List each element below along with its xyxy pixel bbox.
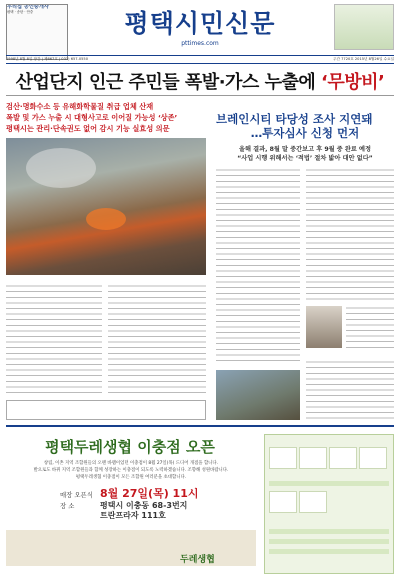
subheadline-line: 폭발 및 가스 누출 시 대형사고로 이어질 가능성 ‘상존’ [6,113,178,122]
dateline-left: 1998년 8월 8일 창간 | 제667호 | 031) 657-0550 [6,57,89,61]
product-tile [329,447,357,469]
dateline [6,55,394,64]
ad-title: 평택두레생협 이충점 오픈 [45,438,215,456]
place-label: 장 소 [60,501,75,510]
place-value-2: 트란프라자 111호 [100,511,166,520]
headline-highlight: ‘무방비’ [321,72,385,93]
ad-right-bar [269,481,389,486]
small-photo [216,370,300,420]
ad-event-info [60,489,240,522]
newspaper-title: 평택시민신문 [124,9,276,38]
photo-fire [86,208,126,230]
masthead-side-ad[interactable] [334,4,394,50]
main-headline [6,68,394,94]
dateline-right: 주간 7720호 2015년 8월26일 수요일 [333,57,394,61]
right-story-subtitle [216,145,394,163]
reporter-portrait [306,306,342,348]
open-value: 8월 27일(목) 11시 [100,487,199,500]
product-tile [269,447,297,469]
ad-lines: 평택 · 송탄 · 안중 [7,9,34,14]
right-column-2b [346,306,394,348]
product-tile [269,491,297,513]
photo-smoke [26,148,96,188]
subheadline-line: 평택시는 관리·단속권도 없어 감시 기능 실효성 의문 [6,124,170,133]
ad-intro-line: 평택두레생협 이충점이 모든 조합원 여러분을 초대합니다. [75,475,187,480]
ad-right-bar [269,529,389,534]
product-tile [359,447,387,469]
lead-photo [6,138,206,275]
right-title-line: …투자심사 신청 먼저 [250,126,360,140]
masthead [0,0,400,62]
right-sub-line: “사업 시행 위해서는 ‘적법’ 절차 밟아 대안 없다” [237,155,373,162]
headline-rule [6,95,394,96]
ad-heading: 우리집 공인중개사 [7,4,49,10]
subheadline [6,101,206,134]
product-tile [299,491,327,513]
info-box [6,400,206,420]
article-column-2 [108,284,206,396]
dure-logo: 두레생협 [180,555,215,565]
article-column-1 [6,284,102,396]
product-tile [299,447,327,469]
ad-right-panel[interactable] [264,434,394,574]
ad-right-bar [269,539,389,544]
ad-intro-line: 발으로도 바뀌 지역 조합원들과 함께 성장하는 이충점이 되도록 노력하겠습니다. 조향해 성원바랍니다. [33,468,229,473]
right-title-line: 브레인시티 타당성 조사 지연돼 [216,112,373,126]
right-column-2 [306,168,394,302]
right-column-3 [306,360,394,420]
right-sub-line: 올해 결과, 8월 말 중간보고 후 9월 중 완료 예정 [239,146,371,153]
ad-intro-line: 창립, 이촌 지역 조합원들의 오랜 바램이었던 이충점이 8월 27일(목) 드디어 개점을 합니다. [43,461,219,466]
headline-text: 산업단지 인근 주민들 폭발·가스 누출에 [15,72,322,93]
masthead-ad-box[interactable] [6,4,68,60]
ad-right-bar [269,549,389,554]
ad-divider [6,425,394,427]
ad-intro [14,460,248,481]
subheadline-line: 검산·명화수소 등 유해화학물질 취급 업체 산재 [6,102,154,111]
right-column-1 [216,168,300,364]
newspaper-url[interactable]: pttimes.com [181,40,219,47]
right-story-title [216,112,394,140]
open-label: 매장 오픈식 [60,491,93,499]
place-value-1: 평택시 이충동 68-3번지 [100,500,188,510]
